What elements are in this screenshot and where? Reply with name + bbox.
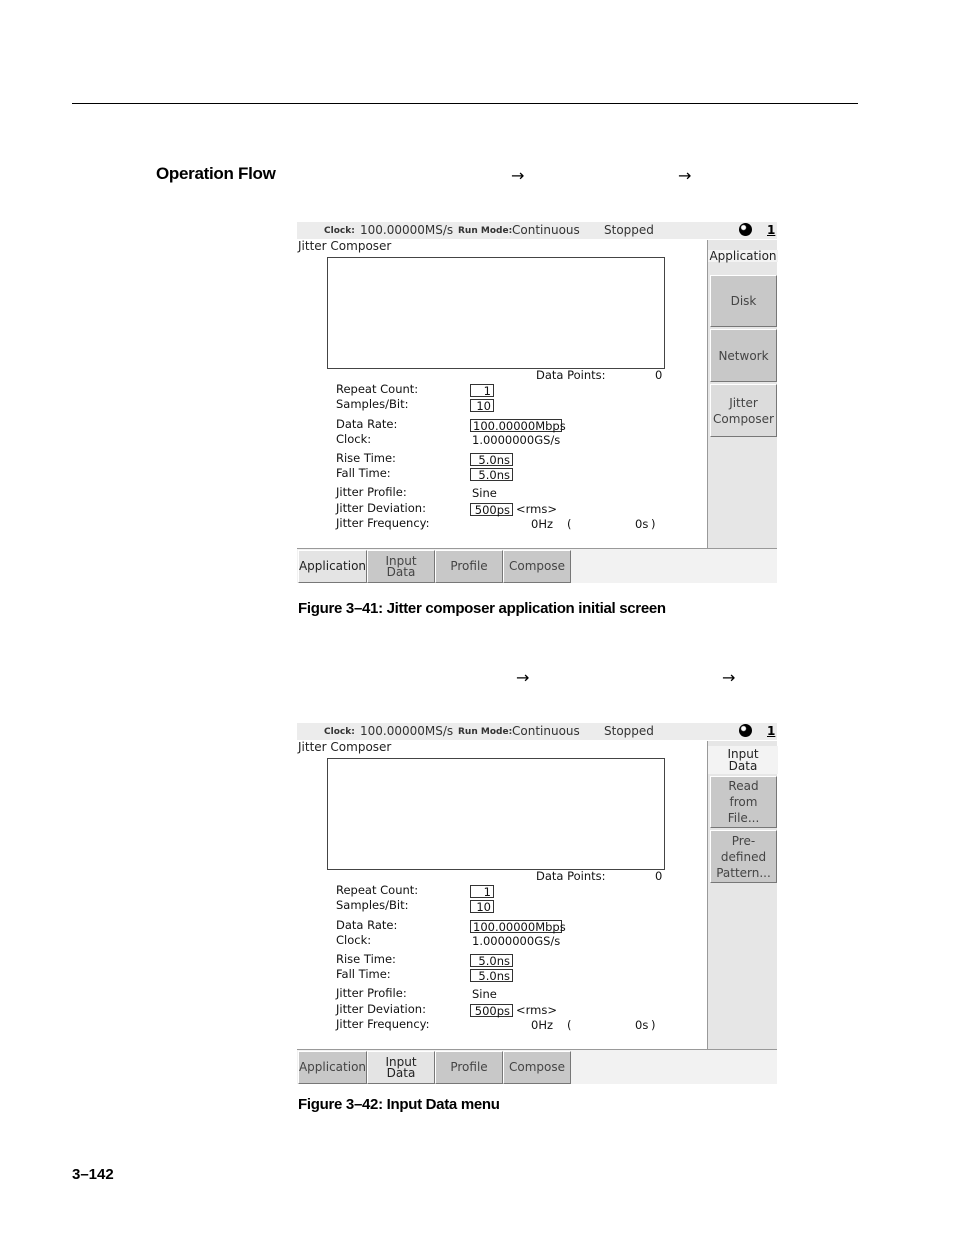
data-rate-field[interactable]: 100.00000Mbps: [470, 419, 562, 432]
predefined-pattern-label-1: Pre-: [731, 833, 756, 848]
tab-input-data-label-2: Data: [386, 1065, 416, 1080]
data-rate-label: Data Rate:: [336, 918, 398, 932]
waveform-display: [327, 758, 665, 870]
fall-time-label: Fall Time:: [336, 967, 391, 981]
rise-time-label: Rise Time:: [336, 952, 396, 966]
fall-time-field[interactable]: 5.0ns: [470, 468, 513, 481]
jitter-deviation-label: Jitter Deviation:: [336, 1002, 426, 1016]
jitter-deviation-field[interactable]: 500ps: [470, 1004, 513, 1017]
side-menu-header: [708, 746, 778, 774]
samples-bit-field[interactable]: 10: [470, 399, 494, 412]
data-points-label: Data Points:: [536, 368, 606, 382]
fall-time-label: Fall Time:: [336, 466, 391, 480]
side-menu: [707, 741, 777, 1050]
predefined-pattern-label-2: defined: [720, 849, 767, 864]
window-title: Jitter Composer: [298, 239, 392, 253]
screenshot-jitter-composer-initial: [297, 222, 777, 583]
read-from-file-label-1: Read: [728, 779, 759, 793]
network-button-label: Network: [718, 348, 769, 363]
predefined-pattern-button[interactable]: [710, 830, 777, 883]
rise-time-field[interactable]: 5.0ns: [470, 954, 513, 967]
repeat-count-label: Repeat Count:: [336, 382, 419, 396]
status-bar: [297, 222, 777, 239]
clock-value: 100.00000MS/s: [360, 724, 454, 738]
bottom-menu: [297, 1049, 777, 1084]
side-menu-header-1: Input: [727, 747, 759, 761]
run-indicator-icon: [739, 223, 752, 236]
paren-open: (: [567, 1018, 572, 1032]
side-menu: [707, 240, 777, 549]
disk-button[interactable]: [710, 275, 777, 327]
paren-close: ): [651, 1018, 656, 1032]
samples-bit-field[interactable]: 10: [470, 900, 494, 913]
tab-compose[interactable]: [503, 1051, 571, 1084]
tab-compose[interactable]: [503, 550, 571, 583]
tab-profile[interactable]: [435, 1051, 503, 1084]
side-menu-header: Application: [709, 249, 777, 263]
data-points-value: 0: [655, 368, 663, 382]
tab-profile-label: Profile: [450, 559, 488, 573]
run-mode-value: Continuous: [512, 223, 580, 237]
tab-compose-label: Compose: [508, 1060, 565, 1074]
run-mode-label: Run Mode:: [458, 727, 513, 737]
jitter-profile-label: Jitter Profile:: [336, 986, 407, 1000]
jitter-frequency-value: 0Hz: [531, 1018, 554, 1032]
waveform-display: [327, 257, 665, 369]
data-points-value: 0: [655, 869, 663, 883]
jitter-deviation-field[interactable]: 500ps: [470, 503, 513, 516]
jitter-period-value: 0s: [635, 1018, 649, 1032]
clock-label: Clock:: [324, 727, 355, 737]
data-rate-label: Data Rate:: [336, 417, 398, 431]
predefined-pattern-label-3: Pattern...: [716, 865, 771, 880]
tab-application-label: Application: [298, 1060, 367, 1074]
screenshot-input-data-menu: [297, 723, 777, 1084]
figure-caption-41: Figure 3–41: Jitter composer application initial screen: [298, 600, 666, 617]
clock-value: 100.00000MS/s: [360, 223, 454, 237]
clock-field-label: Clock:: [336, 933, 372, 947]
read-from-file-label-2: from: [729, 795, 758, 809]
status-bar: [297, 723, 777, 740]
jitter-profile-label: Jitter Profile:: [336, 485, 407, 499]
jitter-profile-value: Sine: [472, 987, 497, 1001]
tab-input-data-label-2: Data: [386, 564, 416, 579]
clock-label: Clock:: [324, 226, 355, 236]
data-rate-field[interactable]: 100.00000Mbps: [470, 920, 562, 933]
tab-input-data-label-1: Input: [385, 553, 417, 568]
run-state: Stopped: [604, 724, 654, 738]
figure-caption-42: Figure 3–42: Input Data menu: [298, 1096, 500, 1113]
flow-arrow-4: →: [722, 668, 736, 687]
indicator-number: 1: [767, 223, 776, 237]
repeat-count-field[interactable]: 1: [470, 885, 494, 898]
side-menu-header-2: Data: [728, 759, 758, 773]
tab-input-data[interactable]: [367, 1051, 435, 1084]
read-from-file-label-3: File...: [727, 811, 760, 825]
jitter-composer-button[interactable]: [710, 384, 777, 437]
tab-input-data[interactable]: [367, 550, 435, 583]
section-title: Operation Flow: [156, 164, 276, 183]
fall-time-field[interactable]: 5.0ns: [470, 969, 513, 982]
rise-time-label: Rise Time:: [336, 451, 396, 465]
repeat-count-field[interactable]: 1: [470, 384, 494, 397]
paren-close: ): [651, 517, 656, 531]
clock-field-value: 1.0000000GS/s: [472, 433, 561, 447]
tab-application-label: Application: [298, 559, 367, 573]
jitter-frequency-value: 0Hz: [531, 517, 554, 531]
tab-profile[interactable]: [435, 550, 503, 583]
rise-time-field[interactable]: 5.0ns: [470, 453, 513, 466]
tab-input-data-label-1: Input: [385, 1054, 417, 1069]
jitter-period-value: 0s: [635, 517, 649, 531]
flow-arrow-3: →: [516, 668, 530, 687]
jitter-profile-value: Sine: [472, 486, 497, 500]
run-state: Stopped: [604, 223, 654, 237]
jitter-deviation-unit: <rms>: [516, 1003, 557, 1017]
tab-profile-label: Profile: [450, 1060, 488, 1074]
jitter-frequency-label: Jitter Frequency:: [336, 516, 430, 530]
tab-application[interactable]: [298, 550, 367, 583]
samples-bit-label: Samples/Bit:: [336, 898, 409, 912]
flow-arrow-2: →: [678, 166, 692, 185]
samples-bit-label: Samples/Bit:: [336, 397, 409, 411]
flow-arrow-1: →: [511, 166, 525, 185]
run-indicator-icon: [739, 724, 752, 737]
run-mode-value: Continuous: [512, 724, 580, 738]
jitter-composer-label-2: Composer: [713, 411, 774, 426]
disk-button-label: Disk: [730, 294, 757, 308]
data-points-label: Data Points:: [536, 869, 606, 883]
jitter-composer-label-1: Jitter: [729, 395, 758, 410]
paren-open: (: [567, 517, 572, 531]
tab-application[interactable]: [298, 1051, 367, 1084]
page-number: 3–142: [72, 1166, 114, 1183]
header-rule: [72, 103, 858, 104]
bottom-menu: [297, 548, 777, 583]
clock-field-label: Clock:: [336, 432, 372, 446]
jitter-deviation-unit: <rms>: [516, 502, 557, 516]
jitter-frequency-label: Jitter Frequency:: [336, 1017, 430, 1031]
network-button[interactable]: [710, 329, 777, 382]
read-from-file-button[interactable]: [710, 776, 777, 828]
jitter-deviation-label: Jitter Deviation:: [336, 501, 426, 515]
window-title: Jitter Composer: [298, 740, 392, 754]
tab-compose-label: Compose: [508, 559, 565, 573]
clock-field-value: 1.0000000GS/s: [472, 934, 561, 948]
indicator-number: 1: [767, 724, 776, 738]
run-mode-label: Run Mode:: [458, 226, 513, 236]
repeat-count-label: Repeat Count:: [336, 883, 419, 897]
